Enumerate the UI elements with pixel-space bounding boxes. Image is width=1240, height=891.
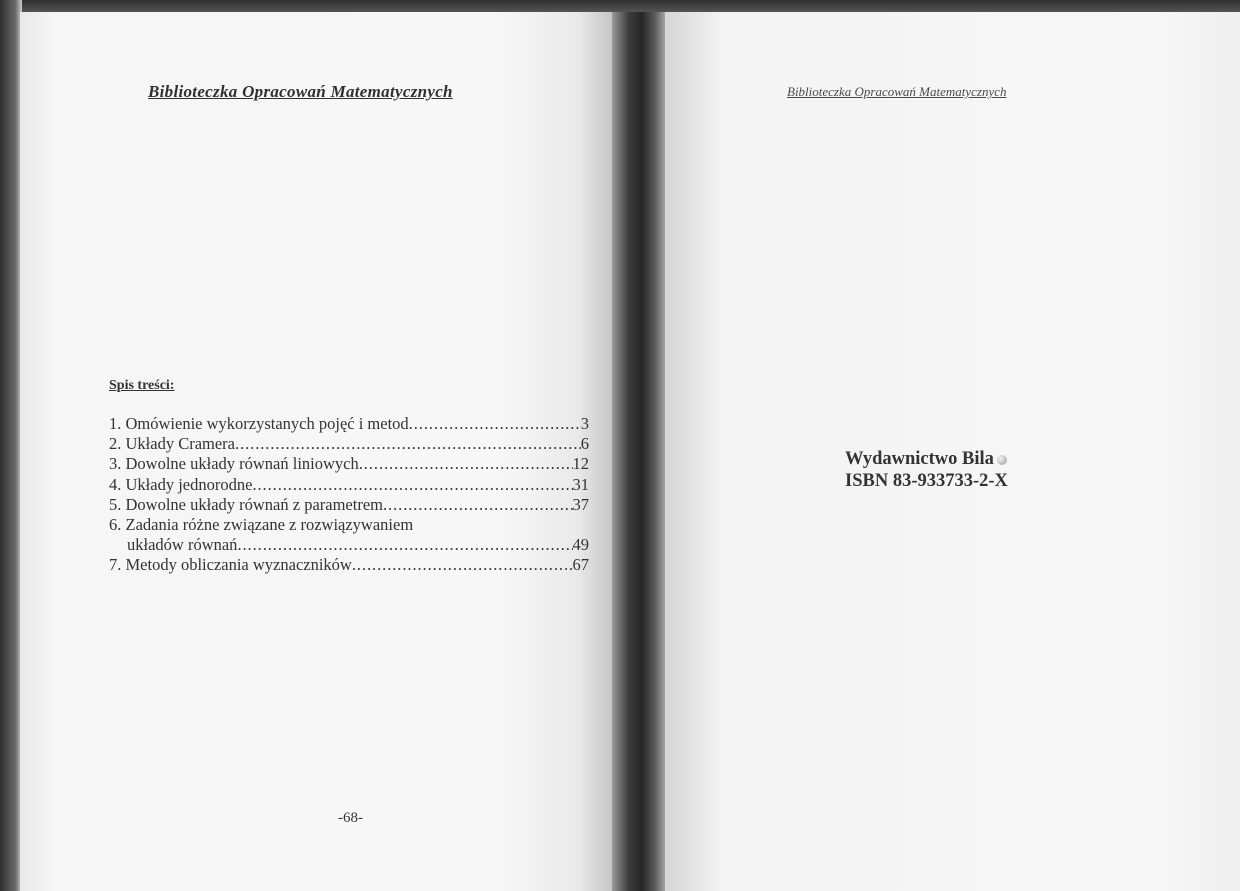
right-page <box>665 12 1240 891</box>
page-number: -68- <box>338 810 363 826</box>
toc-entry-title: 1. Omówienie wykorzystanych pojęć i metod <box>109 414 409 433</box>
toc-entry-title: 7. Metody obliczania wyznaczników <box>109 555 352 575</box>
toc-entry-title: układów równań <box>127 535 238 555</box>
toc-entry <box>109 475 589 495</box>
toc-entry <box>109 495 589 515</box>
toc-leader-dots <box>359 454 573 474</box>
publisher-block <box>845 448 1008 492</box>
toc-entry-page: 31 <box>572 474 589 494</box>
toc-entry <box>109 555 589 575</box>
toc-leader-dots <box>252 475 572 495</box>
toc-entry-title: 6. Zadania różne związane z rozwiązywaniem <box>109 515 414 535</box>
toc-entry-page: 49 <box>572 535 589 555</box>
toc-leader-dots <box>383 495 573 515</box>
toc-entry-page: 6 <box>580 434 589 454</box>
left-page <box>20 12 620 891</box>
toc-heading: Spis treści: <box>109 378 175 393</box>
toc-entry-title: 2. Układy Cramera <box>109 434 235 454</box>
toc-entry-page: 12 <box>572 454 589 474</box>
toc-entry <box>109 414 589 434</box>
toc-entry-page: 3 <box>580 414 589 433</box>
toc-leader-dots <box>237 535 572 555</box>
publisher-logo-icon <box>997 455 1007 465</box>
toc-leader-dots <box>235 434 581 454</box>
toc-entry <box>109 515 589 535</box>
running-header-right: Biblioteczka Opracowań Matematycznych <box>787 84 1007 99</box>
toc-entry-page: 37 <box>572 494 589 514</box>
scan-left-edge <box>0 0 22 891</box>
publisher-line <box>845 448 1008 470</box>
toc-entry-title: 4. Układy jednorodne <box>109 474 253 494</box>
toc-entry-title: 5. Dowolne układy równań z parametrem <box>109 494 383 514</box>
toc-leader-dots <box>352 555 573 575</box>
toc-entry <box>109 454 589 474</box>
toc-entry-page: 67 <box>572 555 589 575</box>
toc-entry <box>109 434 589 454</box>
table-of-contents <box>109 414 589 576</box>
toc-entry-continuation <box>109 535 589 555</box>
running-header-left: Biblioteczka Opracowań Matematycznych <box>148 82 453 101</box>
isbn: ISBN 83-933733-2-X <box>845 471 1008 491</box>
book-gutter <box>612 12 672 891</box>
toc-leader-dots <box>409 414 581 434</box>
publisher-name: Wydawnictwo Bila <box>845 449 994 469</box>
toc-entry-title: 3. Dowolne układy równań liniowych <box>109 454 359 474</box>
